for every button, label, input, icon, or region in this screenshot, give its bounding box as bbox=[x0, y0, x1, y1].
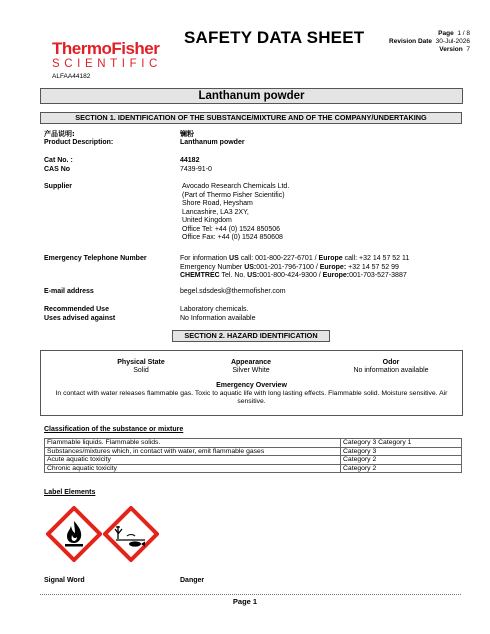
version-label: Version bbox=[439, 46, 463, 53]
classification-table bbox=[44, 438, 462, 473]
table-row bbox=[45, 447, 462, 456]
section2-title: SECTION 2. HAZARD IDENTIFICATION bbox=[172, 330, 330, 342]
thermofisher-logo-text: ThermoFisher bbox=[52, 39, 160, 58]
product-description-label-cn: 产品说明: bbox=[44, 130, 75, 138]
emergency-telephone-numbers: For information US call: 001-800-227-6701 / Europe call: +32 14 57 52 11 Emergency Number US:001-201-796-7100 / Europe: +32 14 57 52 99 CHEMTREC Tel. No. US:001-800-424-9300 / Europe:001-703-527-3887 bbox=[180, 255, 410, 279]
footer-page-number: Page 1 bbox=[232, 597, 258, 606]
recommended-use-label: Recommended Use bbox=[44, 306, 109, 313]
uses-advised-against-value: No Information available bbox=[180, 315, 256, 322]
revision-label: Revision Date bbox=[389, 38, 433, 45]
label-elements-heading: Label Elements bbox=[44, 489, 96, 496]
supplier-line: Office Fax: +44 (0) 1524 850608 bbox=[182, 234, 283, 241]
hazard-summary-box bbox=[40, 350, 463, 416]
reference-code: ALFAA44182 bbox=[52, 73, 91, 80]
cas-no-label: CAS No bbox=[44, 166, 71, 173]
email-label: E-mail address bbox=[44, 288, 94, 295]
supplier-line: Lancashire, LA3 2XY, bbox=[182, 208, 249, 216]
hazard-category-cell: Category 3 Category 1 bbox=[341, 439, 462, 448]
hazard-class-cell: Chronic aquatic toxicity bbox=[45, 464, 341, 473]
physical-state bbox=[101, 359, 181, 375]
signal-word-label: Signal Word bbox=[44, 577, 85, 584]
scientific-logo-text: SCIENTIFIC bbox=[52, 58, 162, 70]
section1-title: SECTION 1. IDENTIFICATION OF THE SUBSTANCE/MIXTURE AND OF THE COMPANY/UNDERTAKING bbox=[40, 112, 462, 124]
hazard-class-cell: Substances/mixtures which, in contact with water, emit flammable gases bbox=[45, 447, 341, 456]
emergency-telephone-label: Emergency Telephone Number bbox=[44, 255, 147, 262]
version-value: 7 bbox=[466, 46, 470, 53]
document-meta bbox=[389, 30, 470, 54]
footer-divider bbox=[40, 594, 461, 595]
appearance bbox=[211, 359, 291, 375]
classification-heading: Classification of the substance or mixture bbox=[44, 426, 184, 433]
flame-icon bbox=[46, 506, 102, 562]
hazard-class-cell: Flammable liquids. Flammable solids. bbox=[45, 439, 341, 448]
odor-label: Odor bbox=[382, 359, 400, 366]
product-description-label-en: Product Description: bbox=[44, 138, 114, 146]
product-description-value-en: Lanthanum powder bbox=[180, 138, 245, 146]
appearance-label: Appearance bbox=[230, 359, 272, 366]
hazard-class-cell: Acute aquatic toxicity bbox=[45, 456, 341, 465]
product-description-value-cn: 镧粉 bbox=[180, 130, 194, 138]
cat-no-label: Cat No. : bbox=[44, 157, 73, 164]
document-title: SAFETY DATA SHEET bbox=[184, 28, 365, 47]
supplier-address bbox=[182, 183, 289, 243]
emergency-overview-label: Emergency Overview bbox=[216, 382, 287, 389]
hazard-category-cell: Category 2 bbox=[341, 456, 462, 465]
product-description-label bbox=[44, 130, 113, 147]
physical-state-value: Solid bbox=[133, 367, 149, 374]
supplier-line: Avocado Research Chemicals Ltd. bbox=[182, 183, 290, 190]
odor-value: No information available bbox=[353, 367, 429, 374]
emergency-overview bbox=[41, 382, 462, 406]
supplier-label: Supplier bbox=[44, 183, 73, 190]
supplier-line: (Part of Thermo Fisher Scientific) bbox=[182, 191, 285, 199]
appearance-value: Silver White bbox=[232, 367, 270, 374]
revision-value: 30-Jul-2026 bbox=[435, 38, 470, 45]
uses-advised-against-label: Uses advised against bbox=[44, 315, 116, 322]
odor bbox=[331, 359, 451, 375]
hazard-category-cell: Category 2 bbox=[341, 464, 462, 473]
emergency-overview-text-line1: In contact with water releases flammable gas. Toxic to aquatic life with long lasting effects. Flammable solid. Moisture sensitive. Air bbox=[55, 390, 448, 397]
product-description-value bbox=[180, 130, 245, 147]
signal-word-value: Danger bbox=[180, 577, 205, 584]
emergency-overview-text-line2: sensitive. bbox=[237, 398, 266, 405]
page-label: Page bbox=[438, 30, 454, 37]
environment-icon bbox=[103, 506, 159, 562]
table-row bbox=[45, 464, 462, 473]
cat-no-value: 44182 bbox=[180, 157, 200, 164]
supplier-line: United Kingdom bbox=[182, 217, 232, 224]
table-row bbox=[45, 456, 462, 465]
supplier-line: Office Tel: +44 (0) 1524 850506 bbox=[182, 225, 281, 233]
table-row bbox=[45, 439, 462, 448]
physical-state-label: Physical State bbox=[117, 359, 165, 366]
product-title: Lanthanum powder bbox=[40, 88, 463, 104]
cas-no-value: 7439-91-0 bbox=[180, 166, 212, 173]
page-value: 1 / 8 bbox=[457, 30, 470, 37]
email-value[interactable]: begel.sdsdesk@thermofisher.com bbox=[180, 288, 286, 295]
supplier-line: Shore Road, Heysham bbox=[182, 200, 253, 207]
recommended-use-value: Laboratory chemicals. bbox=[180, 306, 249, 313]
hazard-category-cell: Category 3 bbox=[341, 447, 462, 456]
